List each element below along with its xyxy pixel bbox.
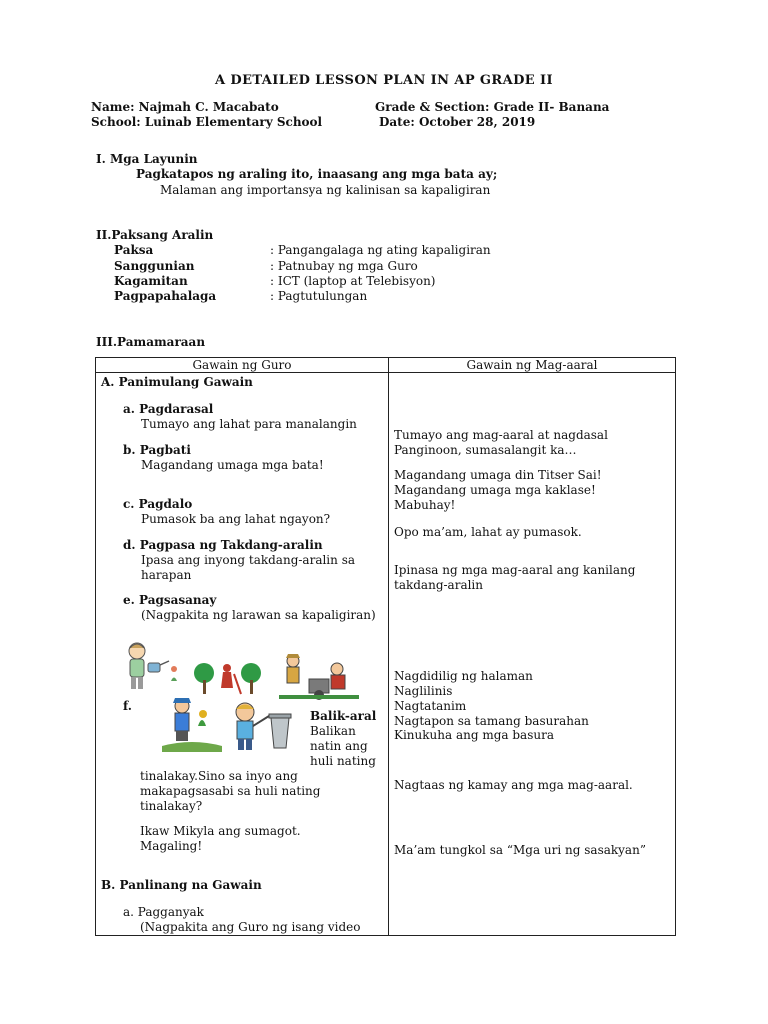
- step-b-label: b. Pagbati: [123, 443, 191, 457]
- student-response-d-2: takdang-aralin: [394, 578, 483, 592]
- children-gardening-icon: [279, 653, 359, 701]
- step-f-text-8: Magaling!: [140, 839, 203, 853]
- subject-value-reference: : Patnubay ng mga Guro: [270, 259, 418, 273]
- child-watering-plant-icon: [121, 641, 183, 693]
- step-f-label: Balik-aral: [310, 709, 377, 723]
- child-planting-icon: [162, 696, 222, 752]
- subject-label-topic: Paksa: [114, 243, 154, 257]
- section-subject-heading: II.Paksang Aralin: [96, 228, 214, 242]
- step-d-text: Ipasa ang inyong takdang-aralin sa: [141, 553, 356, 567]
- step-d-label: d. Pagpasa ng Takdang-aralin: [123, 538, 323, 552]
- subject-label-values: Pagpapahalaga: [114, 289, 217, 303]
- student-response-a-1: Tumayo ang mag-aaral at nagdasal: [394, 428, 608, 442]
- student-response-e-3: Nagtatanim: [394, 699, 467, 713]
- lesson-date: Date: October 28, 2019: [379, 115, 536, 129]
- section-procedure-heading: III.Pamamaraan: [96, 335, 206, 349]
- step-f-marker: f.: [123, 699, 132, 713]
- column-header-student: Gawain ng Mag-aaral: [389, 358, 676, 373]
- step-f-text-6: tinalakay?: [140, 799, 203, 813]
- objective-item: Malaman ang importansya ng kalinisan sa kapaligiran: [160, 183, 491, 197]
- subject-value-values: : Pagtutulungan: [270, 289, 368, 303]
- student-response-a-2: Panginoon, sumasalangit ka…: [394, 443, 577, 457]
- student-response-d-1: Ipinasa ng mga mag-aaral ang kanilang: [394, 563, 636, 577]
- student-response-b-2: Magandang umaga mga kaklase!: [394, 483, 596, 497]
- step-d-text-cont: harapan: [141, 568, 192, 582]
- subject-label-materials: Kagamitan: [114, 274, 188, 288]
- step-f-text-5: makapagsasabi sa huli nating: [140, 784, 321, 798]
- step-a-text: Tumayo ang lahat para manalangin: [141, 417, 357, 431]
- student-response-e-1: Nagdidilig ng halaman: [394, 669, 533, 683]
- step-a-label: a. Pagdarasal: [123, 402, 214, 416]
- column-header-teacher: Gawain ng Guro: [96, 358, 389, 373]
- trees-cleaning-icon: [193, 658, 263, 698]
- step-f-text-3: huli nating: [310, 754, 376, 768]
- student-activities-cell: [389, 373, 676, 936]
- grade-section: Grade & Section: Grade II- Banana: [375, 100, 610, 114]
- step-f-text-1: Balikan: [310, 724, 356, 738]
- student-response-e-2: Naglilinis: [394, 684, 453, 698]
- subject-value-topic: : Pangangalaga ng ating kapaligiran: [270, 243, 491, 257]
- section-objectives-heading: I. Mga Layunin: [96, 152, 198, 166]
- part-a-heading: A. Panimulang Gawain: [101, 375, 253, 389]
- step-pagganyak-text: (Nagpakita ang Guro ng isang video: [140, 920, 361, 934]
- step-f-text-4: tinalakay.Sino sa inyo ang: [140, 769, 298, 783]
- objectives-intro: Pagkatapos ng araling ito, inaasang ang mga bata ay;: [136, 167, 498, 181]
- step-c-text: Pumasok ba ang lahat ngayon?: [141, 512, 331, 526]
- student-response-f-1: Nagtaas ng kamay ang mga mag-aaral.: [394, 778, 633, 792]
- subject-value-materials: : ICT (laptop at Telebisyon): [270, 274, 436, 288]
- student-response-f-2: Ma’am tungkol sa “Mga uri ng sasakyan”: [394, 843, 646, 857]
- step-f-text-7: Ikaw Mikyla ang sumagot.: [140, 824, 301, 838]
- subject-label-reference: Sanggunian: [114, 259, 195, 273]
- student-response-c-1: Opo ma’am, lahat ay pumasok.: [394, 525, 582, 539]
- step-pagganyak-label: a. Pagganyak: [123, 905, 204, 919]
- student-response-e-5: Kinukuha ang mga basura: [394, 728, 554, 742]
- step-b-text: Magandang umaga mga bata!: [141, 458, 324, 472]
- step-e-label: e. Pagsasanay: [123, 593, 217, 607]
- student-response-b-3: Mabuhay!: [394, 498, 456, 512]
- step-e-text: (Nagpakita ng larawan sa kapaligiran): [141, 608, 376, 622]
- step-c-label: c. Pagdalo: [123, 497, 193, 511]
- document-title: A DETAILED LESSON PLAN IN AP GRADE II: [215, 73, 553, 88]
- part-b-heading: B. Panlinang na Gawain: [101, 878, 262, 892]
- boy-trash-bin-icon: [229, 700, 301, 752]
- step-f-text-2: natin ang: [310, 739, 368, 753]
- teacher-activities-cell: [96, 373, 389, 936]
- procedure-table: [95, 357, 676, 936]
- student-response-e-4: Nagtapon sa tamang basurahan: [394, 714, 589, 728]
- teacher-name: Name: Najmah C. Macabato: [91, 100, 279, 114]
- student-response-b-1: Magandang umaga din Titser Sai!: [394, 468, 602, 482]
- school-name: School: Luinab Elementary School: [91, 115, 323, 129]
